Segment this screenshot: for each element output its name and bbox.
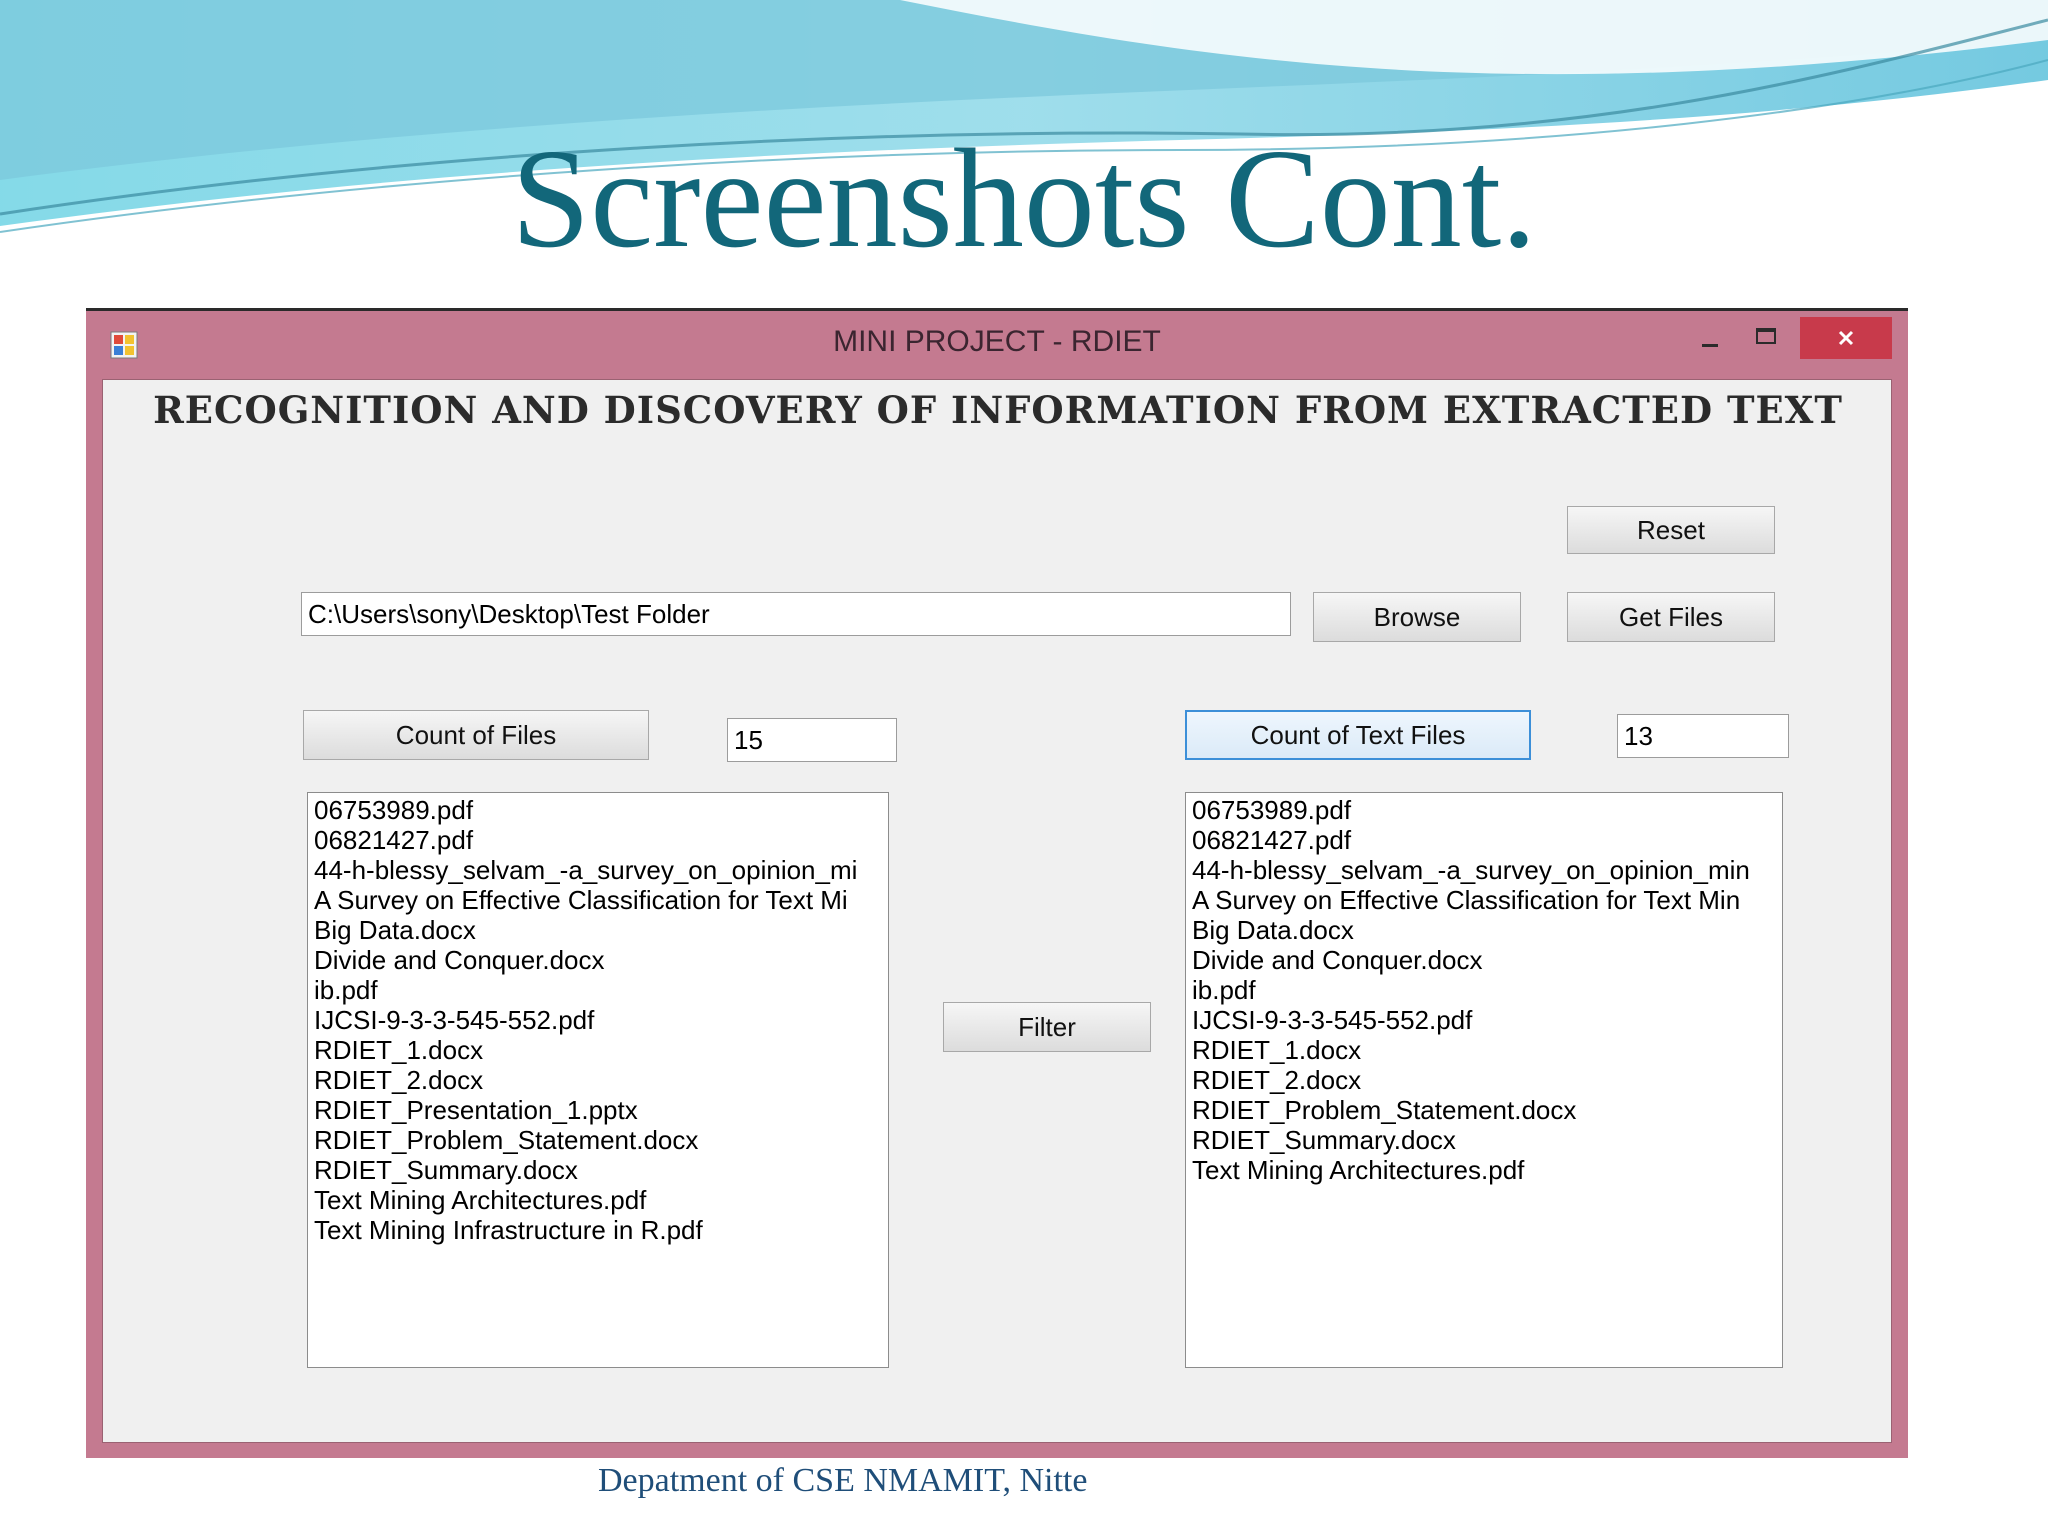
list-item[interactable]: 06821427.pdf xyxy=(1192,825,1352,855)
list-item[interactable]: RDIET_Summary.docx xyxy=(314,1155,578,1185)
count-of-files-output[interactable]: 15 xyxy=(727,718,897,762)
maximize-icon xyxy=(1738,317,1794,359)
list-item[interactable]: Text Mining Infrastructure in R.pdf xyxy=(314,1215,703,1245)
list-item[interactable]: A Survey on Effective Classification for Text Min xyxy=(1192,885,1741,915)
list-item[interactable]: RDIET_Problem_Statement.docx xyxy=(1192,1095,1577,1125)
minimize-button[interactable] xyxy=(1682,317,1738,359)
app-window xyxy=(86,308,1908,1458)
folder-path-input[interactable]: C:\Users\sony\Desktop\Test Folder xyxy=(301,592,1291,636)
minimize-icon xyxy=(1682,317,1738,359)
all-files-listbox[interactable] xyxy=(307,792,889,1368)
list-item[interactable]: Big Data.docx xyxy=(1192,915,1354,945)
filter-button[interactable]: Filter xyxy=(943,1002,1151,1052)
list-item[interactable]: 06821427.pdf xyxy=(314,825,474,855)
list-item[interactable]: ib.pdf xyxy=(314,975,378,1005)
list-item[interactable]: Divide and Conquer.docx xyxy=(1192,945,1483,975)
list-item[interactable]: RDIET_Problem_Statement.docx xyxy=(314,1125,699,1155)
list-item[interactable]: RDIET_1.docx xyxy=(1192,1035,1362,1065)
slide-title: Screenshots Cont. xyxy=(511,119,1537,277)
app-heading: RECOGNITION AND DISCOVERY OF INFORMATION FROM EXTRACTED TEXT xyxy=(153,388,1843,432)
list-item[interactable]: 44-h-blessy_selvam_-a_survey_on_opinion_mi xyxy=(314,855,858,885)
list-item[interactable]: RDIET_2.docx xyxy=(314,1065,484,1095)
list-item[interactable]: Divide and Conquer.docx xyxy=(314,945,605,975)
text-files-listbox[interactable] xyxy=(1185,792,1783,1368)
list-item[interactable]: 06753989.pdf xyxy=(314,795,474,825)
form-client-area xyxy=(102,379,1892,1443)
window-title: MINI PROJECT - RDIET xyxy=(833,325,1161,358)
list-item[interactable]: RDIET_1.docx xyxy=(314,1035,484,1065)
list-item[interactable]: 44-h-blessy_selvam_-a_survey_on_opinion_min xyxy=(1192,855,1750,885)
list-item[interactable]: Text Mining Architectures.pdf xyxy=(1192,1155,1525,1185)
count-of-text-files-output[interactable]: 13 xyxy=(1617,714,1789,758)
close-icon xyxy=(1800,317,1892,359)
list-item[interactable]: RDIET_2.docx xyxy=(1192,1065,1362,1095)
list-item[interactable]: IJCSI-9-3-3-545-552.pdf xyxy=(1192,1005,1473,1035)
count-of-text-files-button[interactable]: Count of Text Files xyxy=(1185,710,1531,760)
slide-footer: Depatment of CSE NMAMIT, Nitte xyxy=(598,1462,1088,1499)
list-item[interactable]: 06753989.pdf xyxy=(1192,795,1352,825)
list-item[interactable]: RDIET_Summary.docx xyxy=(1192,1125,1456,1155)
maximize-button[interactable] xyxy=(1738,317,1794,359)
list-item[interactable]: Text Mining Architectures.pdf xyxy=(314,1185,647,1215)
browse-button[interactable]: Browse xyxy=(1313,592,1521,642)
count-of-files-button[interactable]: Count of Files xyxy=(303,710,649,760)
list-item[interactable]: ib.pdf xyxy=(1192,975,1256,1005)
list-item[interactable]: RDIET_Presentation_1.pptx xyxy=(314,1095,638,1125)
get-files-button[interactable]: Get Files xyxy=(1567,592,1775,642)
list-item[interactable]: Big Data.docx xyxy=(314,915,476,945)
list-item[interactable]: A Survey on Effective Classification for Text Mi xyxy=(314,885,848,915)
close-button[interactable] xyxy=(1800,317,1892,359)
title-bar[interactable] xyxy=(86,311,1908,381)
reset-button[interactable]: Reset xyxy=(1567,506,1775,554)
list-item[interactable]: IJCSI-9-3-3-545-552.pdf xyxy=(314,1005,595,1035)
